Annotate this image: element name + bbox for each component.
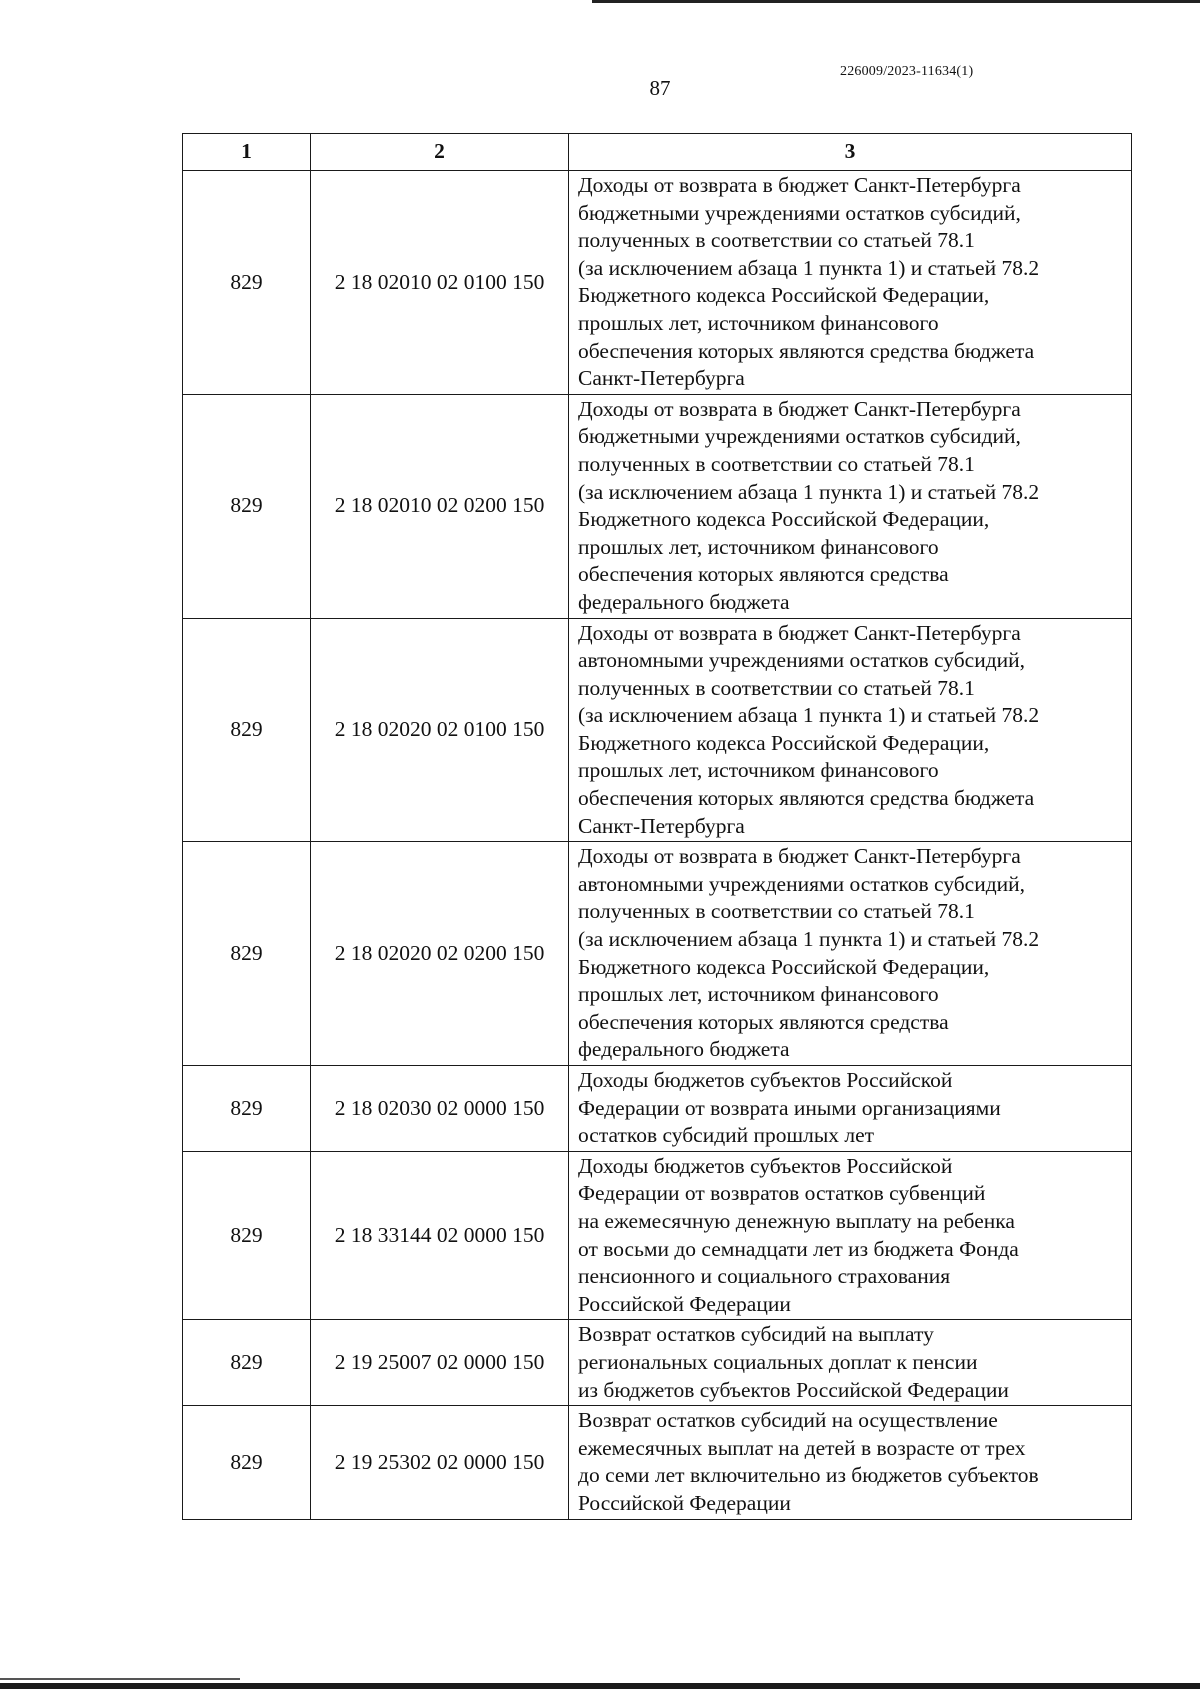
admin-code-cell: 829	[183, 1320, 311, 1406]
kbk-code-cell: 2 18 02010 02 0200 150	[311, 394, 569, 618]
description-line: до семи лет включительно из бюджетов субъектов	[578, 1463, 1039, 1488]
description-line: (за исключением абзаца 1 пункта 1) и статьей 78.2	[578, 479, 1040, 504]
description-line: Российской Федерации	[578, 1490, 791, 1515]
kbk-code-cell: 2 18 02010 02 0100 150	[311, 171, 569, 395]
admin-code-cell: 829	[183, 1066, 311, 1152]
description-cell	[569, 1406, 1132, 1519]
description-line: (за исключением абзаца 1 пункта 1) и статьей 78.2	[578, 927, 1040, 952]
description-cell	[569, 1066, 1132, 1152]
description-line: автономными учреждениями остатков субсидий,	[578, 871, 1026, 896]
admin-code-cell: 829	[183, 171, 311, 395]
page-number: 87	[649, 76, 671, 100]
description-line: Возврат остатков субсидий на выплату	[578, 1322, 934, 1347]
description-cell	[569, 618, 1132, 842]
description-cell	[569, 394, 1132, 618]
description-line: Бюджетного кодекса Российской Федерации,	[578, 954, 990, 979]
kbk-code-cell: 2 18 02020 02 0100 150	[311, 618, 569, 842]
description-line: прошлых лет, источником финансового	[578, 534, 939, 559]
kbk-code-cell: 2 18 02020 02 0200 150	[311, 842, 569, 1066]
column-header-1: 1	[183, 134, 311, 171]
table-row	[183, 842, 1132, 1066]
description-line: прошлых лет, источником финансового	[578, 982, 939, 1007]
description-line: полученных в соответствии со статьей 78.1	[578, 451, 975, 476]
description-line: Доходы от возврата в бюджет Санкт-Петербурга	[578, 844, 1021, 869]
description-cell	[569, 171, 1132, 395]
description-line: Санкт-Петербурга	[578, 813, 745, 838]
description-line: ежемесячных выплат на детей в возрасте от трех	[578, 1435, 1026, 1460]
description-line: полученных в соответствии со статьей 78.1	[578, 228, 975, 253]
description-line: Федерации от возвратов остатков субвенций	[578, 1181, 986, 1206]
description-line: обеспечения которых являются средства	[578, 562, 949, 587]
bottom-scan-rule	[0, 1683, 1200, 1689]
admin-code-cell: 829	[183, 1406, 311, 1519]
kbk-code-cell: 2 19 25302 02 0000 150	[311, 1406, 569, 1519]
description-line: Бюджетного кодекса Российской Федерации,	[578, 507, 990, 532]
description-line: Доходы от возврата в бюджет Санкт-Петербурга	[578, 620, 1021, 645]
table-row	[183, 1151, 1132, 1320]
description-line: федерального бюджета	[578, 589, 790, 614]
description-line: от восьми до семнадцати лет из бюджета Фонда	[578, 1236, 1019, 1261]
description-line: обеспечения которых являются средства	[578, 1009, 949, 1034]
description-line: (за исключением абзаца 1 пункта 1) и статьей 78.2	[578, 703, 1040, 728]
kbk-code-cell: 2 18 33144 02 0000 150	[311, 1151, 569, 1320]
table-row	[183, 171, 1132, 395]
description-line: бюджетными учреждениями остатков субсидий,	[578, 200, 1021, 225]
description-line: полученных в соответствии со статьей 78.1	[578, 675, 975, 700]
description-line: федерального бюджета	[578, 1037, 790, 1062]
description-cell	[569, 1320, 1132, 1406]
table-body	[183, 171, 1132, 1520]
description-line: Доходы от возврата в бюджет Санкт-Петербурга	[578, 173, 1021, 197]
description-line: Санкт-Петербурга	[578, 366, 745, 391]
description-line: полученных в соответствии со статьей 78.1	[578, 899, 975, 924]
description-line: остатков субсидий прошлых лет	[578, 1123, 875, 1148]
admin-code-cell: 829	[183, 394, 311, 618]
admin-code-cell: 829	[183, 618, 311, 842]
description-line: обеспечения которых являются средства бюджета	[578, 786, 1035, 811]
top-scan-rule	[592, 0, 1200, 3]
description-cell	[569, 1151, 1132, 1320]
budget-codes-table	[182, 133, 1132, 1520]
description-line: Доходы бюджетов субъектов Российской	[578, 1153, 953, 1178]
description-line: (за исключением абзаца 1 пункта 1) и статьей 78.2	[578, 255, 1040, 280]
column-header-2: 2	[311, 134, 569, 171]
description-line: прошлых лет, источником финансового	[578, 310, 939, 335]
kbk-code-cell: 2 18 02030 02 0000 150	[311, 1066, 569, 1152]
table-header	[183, 134, 1132, 171]
description-cell	[569, 842, 1132, 1066]
table-row	[183, 1320, 1132, 1406]
bottom-scan-rule-thin	[0, 1678, 240, 1680]
description-line: Бюджетного кодекса Российской Федерации,	[578, 283, 990, 308]
description-line: Доходы бюджетов субъектов Российской	[578, 1068, 953, 1092]
description-line: из бюджетов субъектов Российской Федерации	[578, 1377, 1009, 1402]
admin-code-cell: 829	[183, 842, 311, 1066]
description-line: Федерации от возврата иными организациями	[578, 1095, 1001, 1120]
table-row	[183, 1066, 1132, 1152]
admin-code-cell: 829	[183, 1151, 311, 1320]
table-header-row	[183, 134, 1132, 171]
description-line: Российской Федерации	[578, 1291, 791, 1316]
description-line: региональных социальных доплат к пенсии	[578, 1349, 978, 1374]
description-line: Доходы от возврата в бюджет Санкт-Петербурга	[578, 396, 1021, 421]
column-header-3: 3	[569, 134, 1132, 171]
document-registration-number: 226009/2023-11634(1)	[840, 64, 974, 79]
description-line: автономными учреждениями остатков субсидий,	[578, 648, 1026, 673]
kbk-code-cell: 2 19 25007 02 0000 150	[311, 1320, 569, 1406]
table-row	[183, 1406, 1132, 1519]
description-line: пенсионного и социального страхования	[578, 1264, 951, 1289]
description-line: прошлых лет, источником финансового	[578, 758, 939, 783]
description-line: обеспечения которых являются средства бюджета	[578, 338, 1035, 363]
description-line: бюджетными учреждениями остатков субсидий,	[578, 424, 1021, 449]
description-line: Бюджетного кодекса Российской Федерации,	[578, 730, 990, 755]
table-row	[183, 394, 1132, 618]
description-line: Возврат остатков субсидий на осуществление	[578, 1408, 998, 1433]
table-row	[183, 618, 1132, 842]
description-line: на ежемесячную денежную выплату на ребенка	[578, 1208, 1015, 1233]
